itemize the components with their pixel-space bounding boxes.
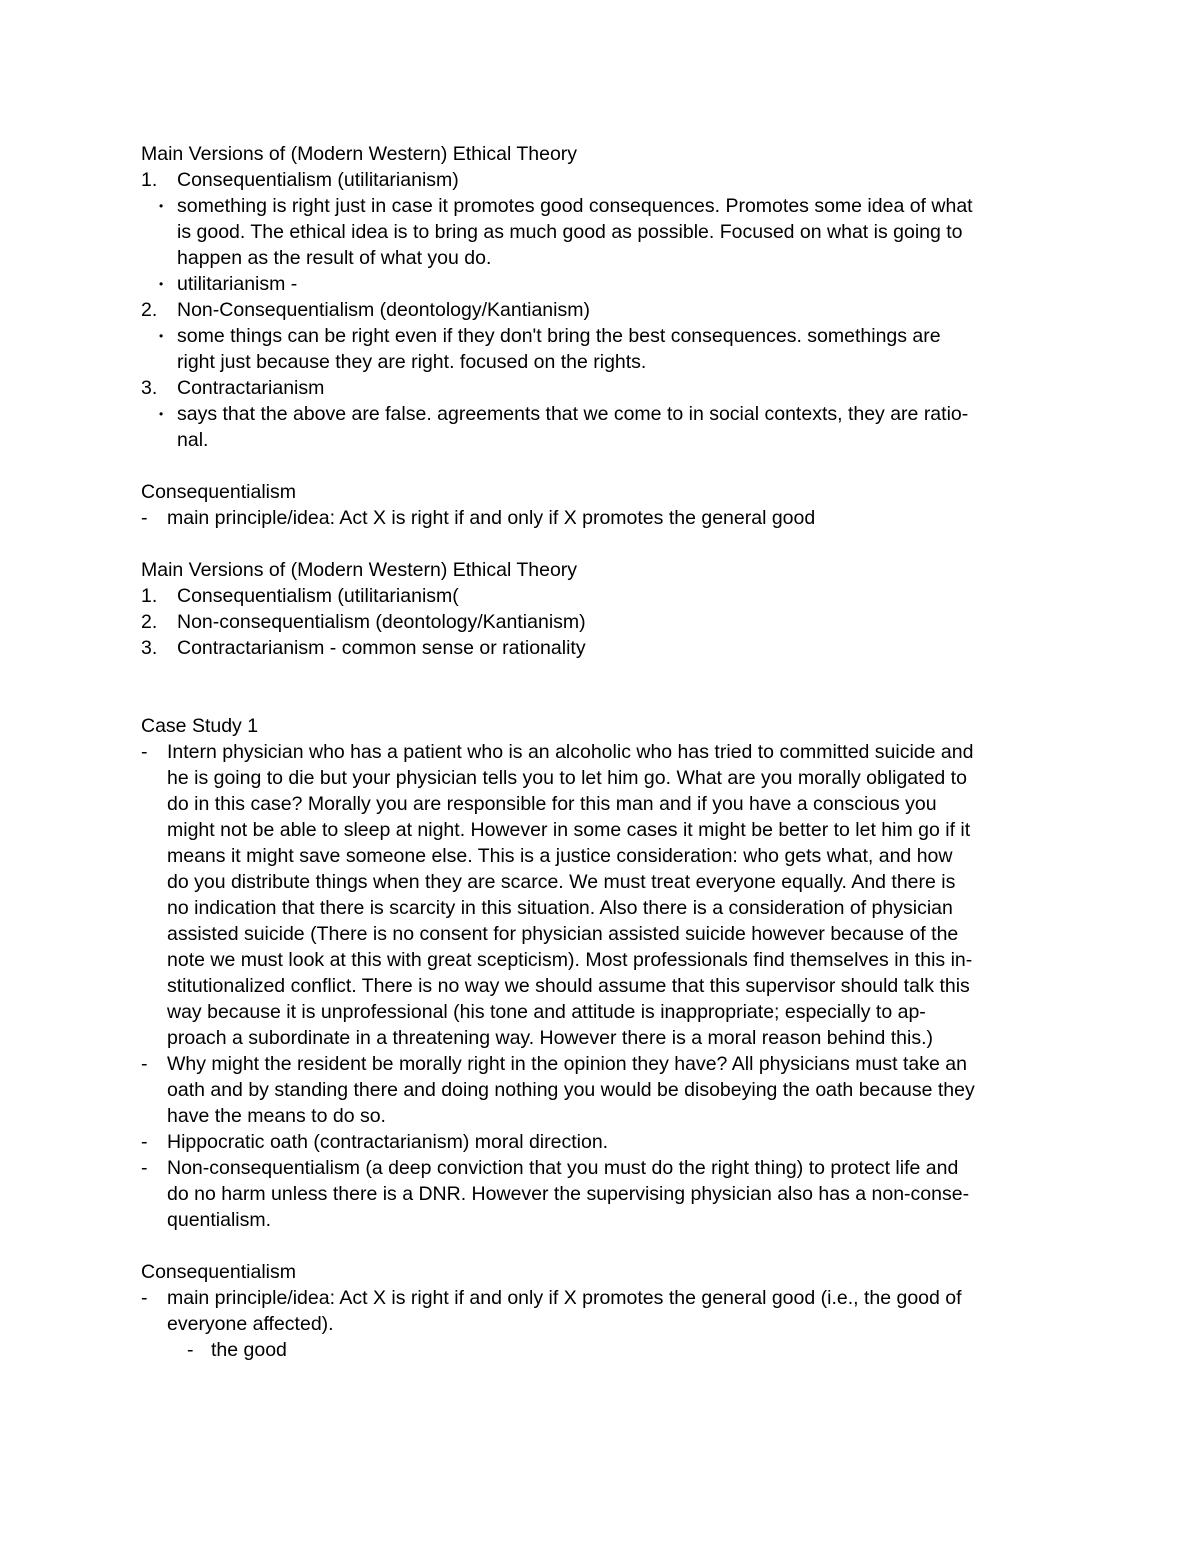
text-line: nal. — [177, 429, 209, 451]
dash-icon: - — [141, 1287, 148, 1309]
text-line: do in this case? Morally you are responsible for this man and if you have a conscious you — [167, 793, 937, 815]
dash-icon: - — [141, 1157, 148, 1179]
numbered-item — [141, 583, 1071, 609]
bullet-item — [141, 401, 1071, 453]
text-line: is good. The ethical idea is to bring as much good as possible. Focused on what is going to — [177, 221, 963, 243]
text-line: no indication that there is scarcity in this situation. Also there is a consideration of physician — [167, 897, 953, 919]
bullet-icon: • — [159, 407, 164, 421]
bullet-item — [141, 193, 1071, 271]
bullet-icon: • — [159, 277, 164, 291]
text-line: main principle/idea: Act X is right if and only if X promotes the general good (i.e., the good of — [167, 1287, 962, 1309]
section-heading: Main Versions of (Modern Western) Ethical Theory — [141, 143, 578, 165]
item-number: 2. — [141, 611, 158, 633]
dash-icon: - — [141, 507, 148, 529]
dash-icon: - — [187, 1339, 194, 1361]
section-heading: Consequentialism — [141, 1261, 297, 1283]
text-line: do no harm unless there is a DNR. However the supervising physician also has a non-conse- — [167, 1183, 970, 1205]
item-number: 3. — [141, 377, 158, 399]
text-line: stitutionalized conflict. There is no way we should assume that this supervisor should talk this — [167, 975, 970, 997]
sub-dash-item — [141, 1337, 1071, 1363]
item-text: Consequentialism (utilitarianism( — [177, 585, 459, 607]
item-title: Consequentialism (utilitarianism) — [177, 169, 459, 191]
dash-item — [141, 1051, 1071, 1129]
dash-icon: - — [141, 1053, 148, 1075]
text-line: utilitarianism - — [177, 273, 298, 295]
section-heading: Case Study 1 — [141, 715, 259, 737]
text-line: he is going to die but your physician tells you to let him go. What are you morally obligated to — [167, 767, 967, 789]
text-line: right just because they are right. focused on the rights. — [177, 351, 647, 373]
spacer — [141, 453, 1071, 479]
text-line: might not be able to sleep at night. However in some cases it might be better to let him go if it — [167, 819, 971, 841]
item-number: 2. — [141, 299, 158, 321]
numbered-item — [141, 167, 1071, 193]
dash-item — [141, 1129, 1071, 1155]
dash-item — [141, 1155, 1071, 1233]
item-title: Non-Consequentialism (deontology/Kantianism) — [177, 299, 590, 321]
item-number: 3. — [141, 637, 158, 659]
text-line: have the means to do so. — [167, 1105, 386, 1127]
text-line: way because it is unprofessional (his tone and attitude is inappropriate; especially to ap- — [167, 1001, 926, 1023]
dash-item — [141, 1285, 1071, 1337]
text-line: Hippocratic oath (contractarianism) moral direction. — [167, 1131, 609, 1153]
document-page — [141, 141, 1071, 1363]
section-heading: Main Versions of (Modern Western) Ethical Theory — [141, 559, 578, 581]
bullet-icon: • — [159, 329, 164, 343]
text-line: means it might save someone else. This is a justice consideration: who gets what, and how — [167, 845, 953, 867]
text-line: oath and by standing there and doing nothing you would be disobeying the oath because they — [167, 1079, 975, 1101]
text-line: some things can be right even if they don't bring the best consequences. somethings are — [177, 325, 941, 347]
bullet-icon: • — [159, 199, 164, 213]
dash-icon: - — [141, 741, 148, 763]
section-heading: Consequentialism — [141, 481, 297, 503]
dash-icon: - — [141, 1131, 148, 1153]
dash-item — [141, 739, 1071, 1051]
spacer — [141, 531, 1071, 557]
text-line: says that the above are false. agreements that we come to in social contexts, they are ratio- — [177, 403, 969, 425]
numbered-item — [141, 297, 1071, 323]
numbered-item — [141, 609, 1071, 635]
bullet-item — [141, 323, 1071, 375]
text-line: Why might the resident be morally right in the opinion they have? All physicians must take an — [167, 1053, 967, 1075]
bullet-item — [141, 271, 1071, 297]
text-line: everyone affected). — [167, 1313, 334, 1335]
text-line: proach a subordinate in a threatening way. However there is a moral reason behind this.) — [167, 1027, 933, 1049]
text-line: Non-consequentialism (a deep conviction that you must do the right thing) to protect life and — [167, 1157, 959, 1179]
item-text: Non-consequentialism (deontology/Kantianism) — [177, 611, 586, 633]
text-line: the good — [211, 1339, 287, 1361]
text-line: note we must look at this with great scepticism). Most professionals find themselves in this in- — [167, 949, 973, 971]
item-text: Contractarianism - common sense or rationality — [177, 637, 586, 659]
item-title: Contractarianism — [177, 377, 325, 399]
text-line: main principle/idea: Act X is right if and only if X promotes the general good — [167, 507, 816, 529]
spacer — [141, 661, 1071, 713]
text-line: happen as the result of what you do. — [177, 247, 492, 269]
text-line: assisted suicide (There is no consent for physician assisted suicide however because of the — [167, 923, 959, 945]
text-line: Intern physician who has a patient who is an alcoholic who has tried to committed suicide and — [167, 741, 974, 763]
dash-item — [141, 505, 1071, 531]
item-number: 1. — [141, 169, 158, 191]
spacer — [141, 1233, 1071, 1259]
numbered-item — [141, 635, 1071, 661]
text-line: do you distribute things when they are scarce. We must treat everyone equally. And there is — [167, 871, 956, 893]
item-number: 1. — [141, 585, 158, 607]
numbered-item — [141, 375, 1071, 401]
text-line: something is right just in case it promotes good consequences. Promotes some idea of what — [177, 195, 973, 217]
text-line: quentialism. — [167, 1209, 272, 1231]
